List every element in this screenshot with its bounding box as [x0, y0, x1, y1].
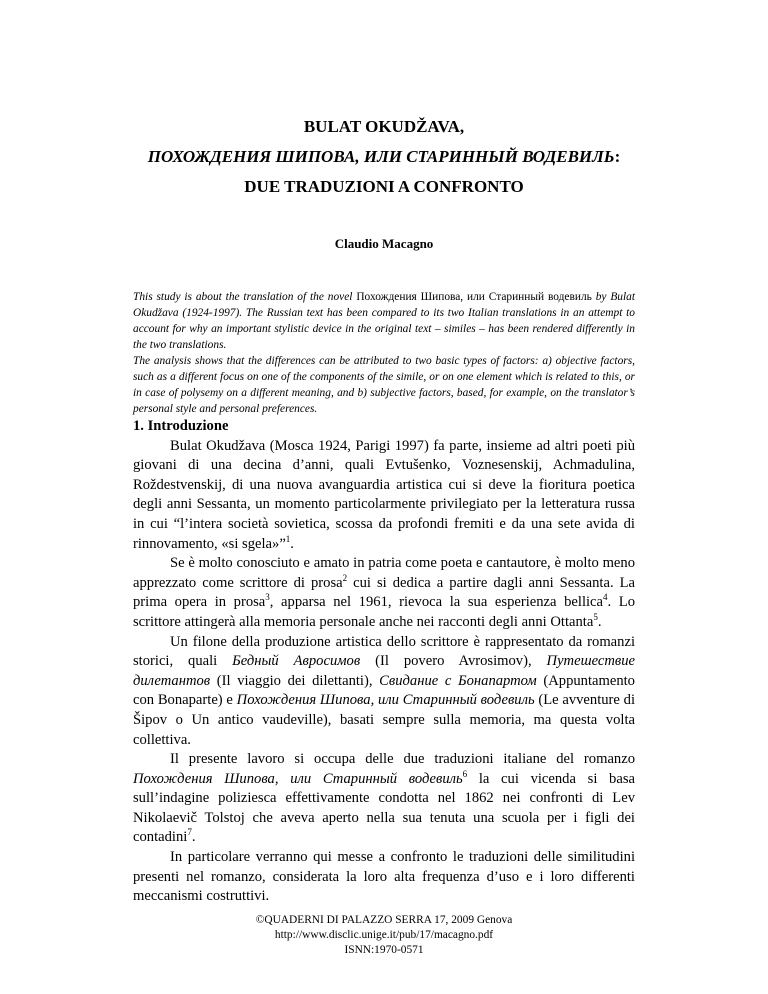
body-paragraph-2 — [133, 554, 635, 632]
abstract-text: This study is about the translation of the novel — [133, 291, 357, 303]
body-paragraph-1 — [133, 437, 635, 555]
abstract-text: by Bulat Okudžava (1924-1997). The Russian text has been compared to its two Italian translations in an attempt to account for why an important stylistic device in the original text – similes – has been rendered differently in the two translations. — [133, 291, 635, 351]
footnote-ref-1[interactable]: 1 — [285, 533, 291, 544]
title-block — [0, 112, 768, 202]
abstract-paragraph-2: The analysis shows that the differences can be attributed to two basic types of factors: a) objective factors, such as a different focus on one of the components of the simile, or on one element which is related to this, or in case of polysemy on a different meaning, and b) subjective factors, based, for example, on the translator’s personal style and personal preferences. — [133, 355, 635, 415]
abstract-paragraph-1 — [133, 289, 635, 353]
russian-title: Похождения Шипова, или Старинный водевиль — [133, 770, 463, 787]
paragraph-text: (Il viaggio dei dilettanti), — [210, 672, 380, 689]
title-colon: : — [614, 147, 621, 166]
paragraph-text: , apparsa nel 1961, rievoca la sua esperienza bellica — [269, 594, 604, 611]
paragraph-text: . — [290, 535, 294, 552]
title-author-name: BULAT OKUDŽAVA, — [303, 117, 465, 136]
footnote-ref-5[interactable]: 5 — [593, 612, 598, 623]
body-paragraph-5: In particolare verranno qui messe a confronto le traduzioni delle similitudini presenti nel romanzo, considerata la loro alta frequenza d’uso e i loro differenti meccanismi costruttivi. — [133, 849, 635, 905]
russian-title: Путешествие дилетантов — [133, 653, 635, 689]
paragraph-text: . — [191, 829, 196, 846]
footer-issn: ISNN:1970-0571 — [344, 944, 424, 956]
russian-title: Бедный Авросимов — [232, 653, 361, 670]
paper-author: Claudio Macagno — [334, 236, 434, 251]
paragraph-text: Se è molto conosciuto e amato in patria come poeta e cantautore, è molto meno apprezzato come scrittore di prosa — [133, 555, 635, 591]
title-russian — [0, 142, 768, 172]
footnote-ref-7[interactable]: 7 — [187, 827, 192, 838]
footnote-ref-3[interactable]: 3 — [265, 592, 270, 603]
paragraph-text: (Le avventure di Šipov o Un antico vaudeville), basati sempre sulla memoria, ma questa volta collettiva. — [133, 692, 635, 748]
footnote-ref-2[interactable]: 2 — [342, 572, 348, 583]
russian-title: Свидание с Бонапартом — [379, 672, 537, 689]
paragraph-text: cui si dedica a partire dagli anni Sessanta. La prima opera in prosa — [133, 574, 635, 611]
paragraph-text: la cui vicenda si basa sull’indagine poliziesca effettivamente condotta nel 1862 nei confronti di Lev Nikolaevič Tolstoj che aveva aperto nella sua tenuta una scuola per i figli dei contadini — [133, 770, 635, 846]
body-text — [133, 417, 635, 907]
paragraph-text: (Il povero Avrosimov), — [360, 653, 547, 670]
footnote-ref-6[interactable]: 6 — [462, 768, 468, 779]
footnote-ref-4[interactable]: 4 — [603, 592, 608, 603]
russian-title: Похождения Шипова, или Старинный водевиль — [236, 692, 535, 709]
section-heading: 1. Introduzione — [133, 418, 229, 434]
title-subtitle: DUE TRADUZIONI A CONFRONTO — [244, 177, 524, 196]
title-russian-text: ПОХОЖДЕНИЯ ШИПОВА, ИЛИ СТАРИННЫЙ ВОДЕВИЛЬ — [147, 147, 615, 166]
body-paragraph-3 — [133, 633, 635, 751]
paragraph-text: Il presente lavoro si occupa delle due traduzioni italiane del romanzo — [170, 751, 635, 768]
page-footer — [0, 913, 768, 958]
abstract-russian-title: Похождения Шипова, или Старинный водевиль — [356, 291, 592, 303]
footer-copyright: ©QUADERNI DI PALAZZO SERRA 17, 2009 Genova — [255, 914, 513, 926]
paragraph-text: . Lo scrittore attingerà alla memoria personale anche nei racconti degli anni Ottanta — [133, 594, 635, 630]
paragraph-text: (Appuntamento con Bonaparte) e — [133, 672, 635, 709]
abstract — [133, 289, 635, 417]
footer-url[interactable]: http://www.disclic.unige.it/pub/17/macagno.pdf — [274, 929, 494, 941]
paragraph-text: Un filone della produzione artistica dello scrittore è rappresentato da romanzi storici, quali — [133, 633, 635, 670]
paragraph-text: . — [597, 613, 602, 630]
body-paragraph-4 — [133, 750, 635, 848]
paragraph-text: Bulat Okudžava (Mosca 1924, Parigi 1997) fa parte, insieme ad altri poeti più giovani di una decina d’anni, quali Evtušenko, Voznesenskij, Achmadulina, Roždestvenskij, di una nuova avanguardia artistica cui si deve la fioritura poetica degli anni Sessanta, un momento particolarmente privilegiato per la letteratura russa in cui “l’intera società sovietica, scossa da profondi fremiti e da una sete avida di rinnovamento, «si sgela»” — [133, 437, 635, 552]
